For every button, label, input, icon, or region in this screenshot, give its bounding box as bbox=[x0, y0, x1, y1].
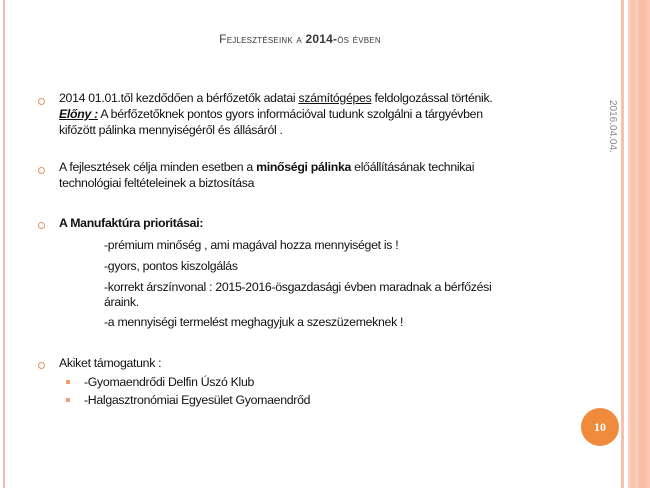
slide-date: 2016.04.04. bbox=[607, 100, 618, 153]
page-number-badge: 10 bbox=[581, 408, 619, 446]
priority-item: -prémium minőség , ami magával hozza mennyiséget is ! bbox=[104, 238, 399, 252]
right-border-line bbox=[621, 0, 624, 488]
bullet-4-heading: Akiket támogatunk : bbox=[59, 356, 162, 370]
right-border-band bbox=[628, 0, 650, 488]
priority-item: -korrekt árszínvonal : 2015-2016-ösgazdasági évben maradnak a bérfőzési bbox=[104, 280, 492, 294]
sponsor-item: -Gyomaendrődi Delfin Úszó Klub bbox=[84, 375, 255, 389]
bullet-icon bbox=[38, 98, 45, 105]
bullet-icon bbox=[38, 222, 45, 229]
bullet-3-heading: A Manufaktúra prioritásai: bbox=[59, 216, 204, 230]
bullet-1: 2014 01.01.től kezdődően a bérfőzetők adatai számítógépes feldolgozással történik. Előny : A bérfőzetőknek pontos gyors információval tudunk szolgálni a tárgyévben kifőzött pálinka mennyiségéről és állásáról . bbox=[59, 91, 493, 137]
bullet-icon bbox=[38, 362, 45, 369]
left-border bbox=[3, 0, 5, 488]
bullet-2: A fejlesztések célja minden esetben a minőségi pálinka előállításának technikai technológiai feltételeinek a biztosítása bbox=[59, 160, 475, 190]
bullet-icon bbox=[38, 167, 45, 174]
priority-item-cont: áraink. bbox=[104, 295, 139, 309]
square-bullet-icon bbox=[66, 380, 70, 384]
priority-item: -a mennyiségi termelést meghagyjuk a szeszüzemeknek ! bbox=[104, 315, 404, 329]
square-bullet-icon bbox=[66, 398, 70, 402]
slide-title: Fejlesztéseink a 2014-ös évben bbox=[219, 32, 381, 46]
priority-item: -gyors, pontos kiszolgálás bbox=[104, 259, 238, 273]
sponsor-item: -Halgasztronómiai Egyesület Gyomaendrőd bbox=[84, 393, 311, 407]
